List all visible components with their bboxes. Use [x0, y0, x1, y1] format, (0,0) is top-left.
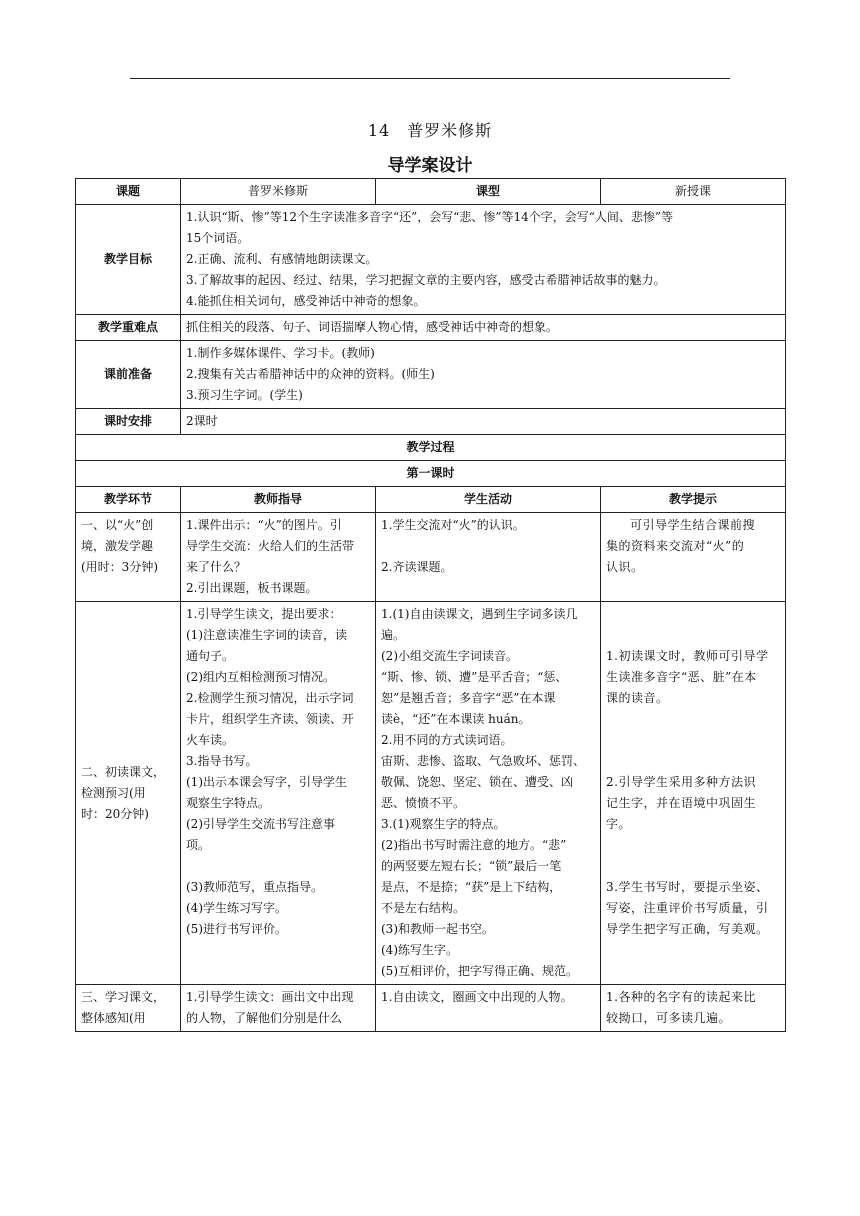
teacher-line: 1.引导学生读文：画出文中出现	[186, 990, 354, 1004]
hint-line: 1.初读课文时，教师可引导学	[606, 649, 769, 663]
teacher-line: (1)注意读准生字词的读音，读	[186, 628, 347, 642]
column-header-student: 学生活动	[376, 487, 601, 513]
teacher-line: 卡片，组织学生齐读、领读、开	[186, 712, 355, 726]
hint-line: 认识。	[606, 560, 644, 574]
student-line: 恕”是翘舌音；多音字“恶”在本课	[381, 691, 556, 705]
goal-line: 15个词语。	[186, 231, 250, 245]
hint-line: 生读准多音字“恶、脏”在本	[606, 670, 757, 684]
spacer	[606, 709, 780, 772]
spacer	[606, 625, 780, 646]
table-row	[76, 985, 786, 1032]
hint-line: 1.各种的名字有的读起来比	[606, 990, 756, 1004]
hint-line: 2.引导学生采用多种方法识	[606, 775, 756, 789]
teacher-line: (2)组内互相检测预习情况。	[186, 670, 335, 684]
student-line: 3.(1)观察生字的特点。	[381, 817, 506, 831]
student-line: 2.用不同的方式读词语。	[381, 733, 513, 747]
student-line: 敬佩、饶恕、坚定、锁在、遭受、凶	[381, 775, 574, 789]
stage-line: 时：20分钟)	[81, 806, 149, 821]
teacher-line: (3)教师范写，重点指导。	[186, 880, 323, 894]
student-line: 宙斯、悲惨、盗取、气急败坏、惩罚、	[381, 754, 586, 768]
student-line: 不是左右结构。	[381, 901, 466, 915]
student-line: (4)练写生字。	[381, 943, 458, 957]
table-row	[76, 602, 786, 985]
hint-cell	[601, 602, 786, 985]
table-row	[76, 513, 786, 602]
lesson-plan-table	[75, 178, 786, 1032]
hint-cell	[601, 513, 786, 602]
student-line: 恶、愤愤不平。	[381, 796, 466, 810]
preparation-label: 课前准备	[76, 341, 181, 409]
hint-cell	[601, 985, 786, 1032]
prep-line: 2.搜集有关古希腊神话中的众神的资料。(师生)	[186, 367, 435, 381]
stage-line: (用时：3分钟)	[81, 560, 158, 574]
hint-line: 写姿，注重评价书写质量，引	[606, 901, 769, 915]
session-title: 第一课时	[76, 461, 786, 487]
stage-line: 检测预习(用	[81, 785, 146, 800]
teacher-line: (2)引导学生交流书写注意事	[186, 817, 335, 831]
hint-line: 较拗口，可多读几遍。	[606, 1011, 732, 1025]
student-line: 1.(1)自由读课文，遇到生字词多读几	[381, 607, 578, 621]
student-line: 遍。	[381, 628, 406, 642]
spacer	[606, 835, 780, 877]
schedule-label: 课时安排	[76, 409, 181, 435]
goals-cell	[181, 205, 786, 315]
teacher-line: 1.引导学生读文，提出要求：	[186, 607, 342, 621]
teacher-cell	[181, 985, 376, 1032]
course-label: 课题	[76, 179, 181, 205]
student-line: 读è，“还”在本课读 huán。	[381, 712, 531, 726]
hint-line: 字。	[606, 817, 632, 831]
header-rule	[130, 78, 730, 79]
hint-line: 可引导学生结合课前搜	[630, 518, 756, 532]
key-points-label: 教学重难点	[76, 315, 181, 341]
column-header-teacher: 教师指导	[181, 487, 376, 513]
student-line: 的两竖要左短右长；“锁”最后一笔	[381, 859, 562, 873]
student-line: 是点，不是捺；“获”是上下结构，	[381, 880, 562, 894]
teacher-line: 观察生字特点。	[186, 796, 271, 810]
column-header-stage: 教学环节	[76, 487, 181, 513]
key-points-value: 抓住相关的段落、句子、词语揣摩人物心情，感受神话中神奇的想象。	[181, 315, 786, 341]
goals-label: 教学目标	[76, 205, 181, 315]
column-header-hint: 教学提示	[601, 487, 786, 513]
hint-line: 3.学生书写时，要提示坐姿、	[606, 880, 769, 894]
document-subtitle: 导学案设计	[387, 156, 473, 176]
student-line: “斯、惨、锁、遭”是平舌音；“惩、	[381, 670, 568, 684]
goal-line: 1.认识“斯、惨”等12个生字读准多音字“还”，会写“悲、惨”等14个字，会写“人间、悲惨”等	[186, 210, 674, 224]
stage-cell	[76, 513, 181, 602]
teacher-cell	[181, 513, 376, 602]
student-line: (2)指出书写时需注意的地方。“悲”	[381, 838, 567, 852]
spacer	[186, 856, 370, 877]
student-cell	[376, 513, 601, 602]
stage-cell	[76, 602, 181, 985]
prep-line: 1.制作多媒体课件、学习卡。(教师)	[186, 346, 375, 360]
teacher-line: (4)学生练习写字。	[186, 901, 287, 915]
teacher-line: (5)进行书写评价。	[186, 922, 287, 936]
teacher-line: 的人物，了解他们分别是什么	[186, 1011, 343, 1025]
goal-line: 3.了解故事的起因、经过、结果，学习把握文章的主要内容，感受古希腊神话故事的魅力。	[186, 273, 666, 287]
hint-line: 导学生把字写正确，写美观。	[606, 922, 769, 936]
teacher-line: 3.指导书写。	[186, 754, 258, 768]
schedule-value: 2课时	[181, 409, 786, 435]
stage-line: 一、以“火”创	[81, 518, 154, 532]
type-label: 课型	[376, 179, 601, 205]
student-line: 1.自由读文，圈画文中出现的人物。	[381, 990, 573, 1004]
teacher-cell	[181, 602, 376, 985]
student-line: 2.齐读课题。	[381, 560, 453, 574]
teacher-line: 1.课件出示：“火”的图片。引	[186, 518, 342, 532]
teacher-line: 2.引出课题，板书课题。	[186, 581, 318, 595]
teacher-line: (1)出示本课会写字，引导学生	[186, 775, 347, 789]
teacher-line: 项。	[186, 838, 211, 852]
type-value: 新授课	[601, 179, 786, 205]
stage-line: 二、初读课文，	[81, 764, 166, 779]
student-cell	[376, 985, 601, 1032]
goal-line: 4.能抓住相关词句，感受神话中神奇的想象。	[186, 294, 426, 308]
student-line: (3)和教师一起书空。	[381, 922, 494, 936]
student-line: (5)互相评价，把字写得正确、规范。	[381, 964, 578, 978]
hint-line: 集的资料来交流对“火”的	[606, 539, 745, 553]
process-title: 教学过程	[76, 435, 786, 461]
prep-line: 3.预习生字词。(学生)	[186, 388, 303, 402]
stage-line: 境，激发学趣	[81, 539, 154, 553]
hint-line: 记生字，并在语境中巩固生	[606, 796, 757, 810]
lesson-title: 14 普罗米修斯	[367, 121, 493, 140]
teacher-line: 通句子。	[186, 649, 235, 663]
hint-line: 课的读音。	[606, 691, 669, 705]
teacher-line: 火车读。	[186, 733, 235, 747]
student-line: (2)小组交流生字词读音。	[381, 649, 518, 663]
spacer	[381, 536, 595, 557]
student-cell	[376, 602, 601, 985]
goal-line: 2.正确、流利、有感情地朗读课文。	[186, 252, 378, 266]
stage-line: 整体感知(用	[81, 1011, 146, 1025]
stage-line: 三、学习课文，	[81, 990, 166, 1004]
preparation-cell	[181, 341, 786, 409]
spacer	[606, 604, 780, 625]
course-value: 普罗米修斯	[181, 179, 376, 205]
student-line: 1.学生交流对“火”的认识。	[381, 518, 525, 532]
teacher-line: 2.检测学生预习情况，出示字词	[186, 691, 354, 705]
stage-cell	[76, 985, 181, 1032]
teacher-line: 来了什么？	[186, 560, 247, 574]
teacher-line: 导学生交流：火给人们的生活带	[186, 539, 355, 553]
